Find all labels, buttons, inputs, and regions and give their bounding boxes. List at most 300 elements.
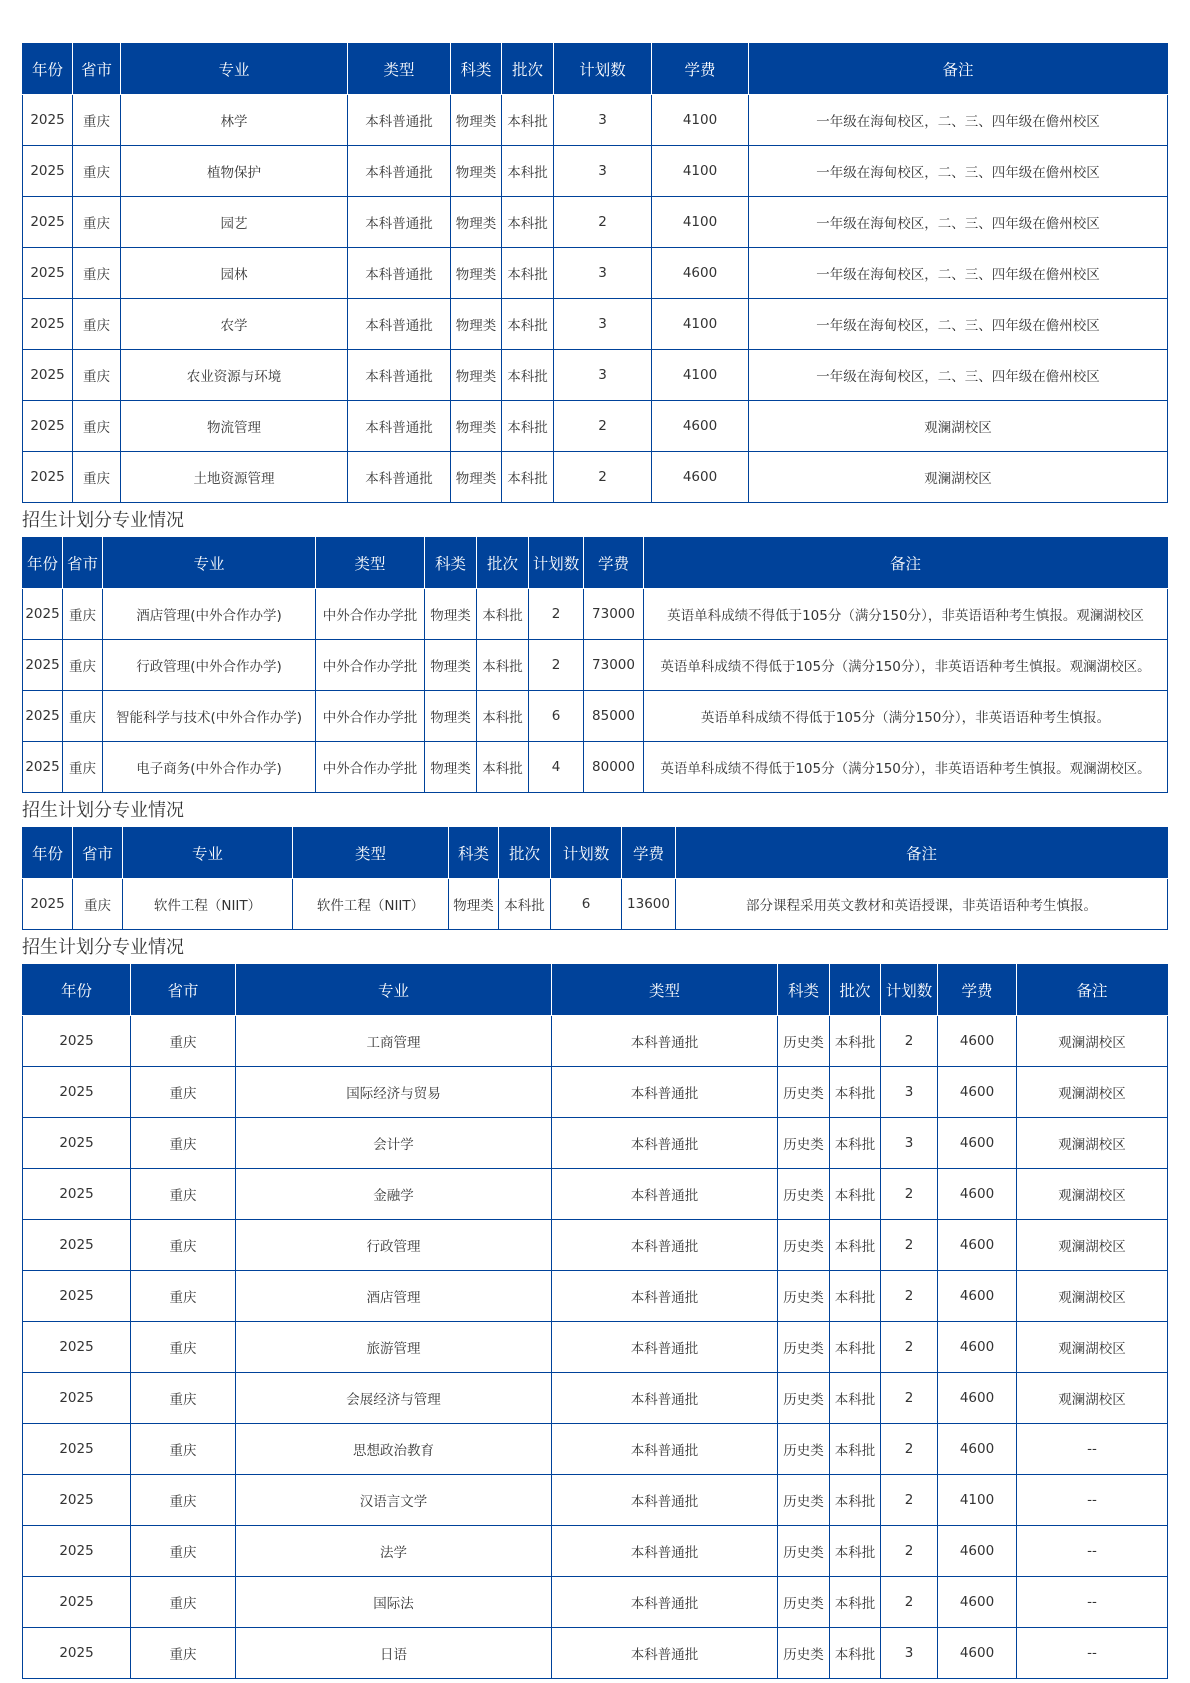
table-row — [23, 1169, 1168, 1220]
enrollment-plan-table — [22, 537, 1168, 793]
table-row — [23, 401, 1168, 452]
cell-remarks: 观澜湖校区 — [1017, 1016, 1168, 1067]
cell-major: 植物保护 — [121, 146, 348, 197]
cell-tuition: 4600 — [938, 1271, 1017, 1322]
cell-type: 本科普通批 — [348, 401, 451, 452]
cell-remarks: 观澜湖校区 — [1017, 1220, 1168, 1271]
cell-type: 中外合作办学批 — [316, 640, 425, 691]
header-subject-category: 科类 — [451, 44, 502, 95]
cell-year: 2025 — [23, 401, 73, 452]
cell-province: 重庆 — [73, 95, 121, 146]
cell-type: 本科普通批 — [348, 146, 451, 197]
cell-major: 酒店管理 — [236, 1271, 552, 1322]
plan-section-4 — [22, 930, 1167, 1679]
table-row — [23, 691, 1168, 742]
cell-batch: 本科批 — [502, 95, 554, 146]
cell-major: 思想政治教育 — [236, 1424, 552, 1475]
cell-province: 重庆 — [63, 589, 103, 640]
cell-province: 重庆 — [73, 350, 121, 401]
table-row — [23, 197, 1168, 248]
cell-year: 2025 — [23, 640, 63, 691]
cell-subject-category: 物理类 — [451, 95, 502, 146]
header-province: 省市 — [131, 965, 236, 1016]
cell-tuition: 4600 — [938, 1577, 1017, 1628]
cell-batch: 本科批 — [502, 350, 554, 401]
cell-subject-category: 历史类 — [778, 1220, 830, 1271]
cell-year: 2025 — [23, 1322, 131, 1373]
cell-subject-category: 物理类 — [451, 401, 502, 452]
cell-plan-count: 6 — [551, 879, 622, 930]
cell-major: 金融学 — [236, 1169, 552, 1220]
header-tuition: 学费 — [652, 44, 749, 95]
cell-subject-category: 物理类 — [425, 691, 477, 742]
cell-year: 2025 — [23, 1526, 131, 1577]
cell-remarks: 观澜湖校区 — [749, 452, 1168, 503]
cell-batch: 本科批 — [477, 589, 529, 640]
cell-plan-count: 3 — [554, 299, 652, 350]
cell-batch: 本科批 — [830, 1169, 881, 1220]
cell-plan-count: 2 — [554, 452, 652, 503]
cell-province: 重庆 — [63, 640, 103, 691]
cell-plan-count: 3 — [554, 350, 652, 401]
cell-tuition: 4600 — [652, 401, 749, 452]
plan-section-3 — [22, 793, 1167, 930]
table-row — [23, 879, 1168, 930]
cell-tuition: 73000 — [584, 640, 644, 691]
cell-batch: 本科批 — [830, 1424, 881, 1475]
header-tuition: 学费 — [938, 965, 1017, 1016]
cell-year: 2025 — [23, 299, 73, 350]
cell-major: 农业资源与环境 — [121, 350, 348, 401]
table-row — [23, 1475, 1168, 1526]
cell-type: 本科普通批 — [552, 1169, 778, 1220]
cell-subject-category: 历史类 — [778, 1271, 830, 1322]
header-batch: 批次 — [502, 44, 554, 95]
cell-batch: 本科批 — [499, 879, 551, 930]
header-province: 省市 — [73, 44, 121, 95]
cell-year: 2025 — [23, 1067, 131, 1118]
cell-tuition: 4600 — [938, 1628, 1017, 1679]
cell-subject-category: 物理类 — [449, 879, 499, 930]
cell-major: 汉语言文学 — [236, 1475, 552, 1526]
cell-remarks: 英语单科成绩不得低于105分（满分150分），非英语语种考生慎报。观澜湖校区 — [644, 589, 1168, 640]
cell-batch: 本科批 — [502, 299, 554, 350]
header-province: 省市 — [73, 828, 123, 879]
header-year: 年份 — [23, 965, 131, 1016]
cell-type: 本科普通批 — [348, 197, 451, 248]
cell-subject-category: 历史类 — [778, 1016, 830, 1067]
table-row — [23, 1526, 1168, 1577]
cell-batch: 本科批 — [830, 1373, 881, 1424]
cell-batch: 本科批 — [830, 1577, 881, 1628]
header-subject-category: 科类 — [778, 965, 830, 1016]
cell-type: 本科普通批 — [552, 1067, 778, 1118]
cell-plan-count: 3 — [554, 248, 652, 299]
cell-province: 重庆 — [131, 1322, 236, 1373]
cell-subject-category: 历史类 — [778, 1373, 830, 1424]
header-remarks: 备注 — [676, 828, 1168, 879]
cell-remarks: 观澜湖校区 — [1017, 1271, 1168, 1322]
cell-major: 日语 — [236, 1628, 552, 1679]
plan-section-2 — [22, 503, 1167, 793]
cell-remarks: 观澜湖校区 — [1017, 1118, 1168, 1169]
cell-major: 会计学 — [236, 1118, 552, 1169]
cell-plan-count: 3 — [881, 1118, 938, 1169]
cell-remarks: 英语单科成绩不得低于105分（满分150分），非英语语种考生慎报。 — [644, 691, 1168, 742]
header-year: 年份 — [23, 44, 73, 95]
cell-major: 国际经济与贸易 — [236, 1067, 552, 1118]
cell-tuition: 4600 — [652, 248, 749, 299]
cell-province: 重庆 — [63, 691, 103, 742]
header-major: 专业 — [123, 828, 293, 879]
cell-province: 重庆 — [131, 1424, 236, 1475]
cell-tuition: 13600 — [622, 879, 676, 930]
cell-subject-category: 历史类 — [778, 1577, 830, 1628]
cell-type: 本科普通批 — [348, 248, 451, 299]
cell-tuition: 85000 — [584, 691, 644, 742]
cell-subject-category: 历史类 — [778, 1424, 830, 1475]
cell-tuition: 4600 — [938, 1322, 1017, 1373]
cell-year: 2025 — [23, 1220, 131, 1271]
cell-remarks: -- — [1017, 1424, 1168, 1475]
page-content — [22, 43, 1167, 1679]
cell-batch: 本科批 — [502, 248, 554, 299]
cell-plan-count: 2 — [881, 1322, 938, 1373]
cell-subject-category: 历史类 — [778, 1475, 830, 1526]
cell-major: 物流管理 — [121, 401, 348, 452]
cell-major: 智能科学与技术(中外合作办学) — [103, 691, 316, 742]
cell-plan-count: 2 — [881, 1169, 938, 1220]
cell-tuition: 4600 — [938, 1424, 1017, 1475]
cell-batch: 本科批 — [477, 691, 529, 742]
cell-tuition: 73000 — [584, 589, 644, 640]
cell-major: 行政管理 — [236, 1220, 552, 1271]
cell-tuition: 4100 — [652, 197, 749, 248]
cell-province: 重庆 — [131, 1628, 236, 1679]
cell-province: 重庆 — [131, 1373, 236, 1424]
cell-province: 重庆 — [73, 879, 123, 930]
cell-province: 重庆 — [131, 1577, 236, 1628]
cell-year: 2025 — [23, 589, 63, 640]
cell-batch: 本科批 — [830, 1118, 881, 1169]
cell-batch: 本科批 — [502, 452, 554, 503]
cell-major: 电子商务(中外合作办学) — [103, 742, 316, 793]
cell-year: 2025 — [23, 197, 73, 248]
table-row — [23, 1424, 1168, 1475]
cell-plan-count: 3 — [554, 95, 652, 146]
header-batch: 批次 — [830, 965, 881, 1016]
table-row — [23, 1118, 1168, 1169]
cell-plan-count: 3 — [554, 146, 652, 197]
cell-type: 本科普通批 — [348, 299, 451, 350]
cell-subject-category: 历史类 — [778, 1322, 830, 1373]
table-header-row — [23, 44, 1168, 95]
table-row — [23, 248, 1168, 299]
header-subject-category: 科类 — [425, 538, 477, 589]
cell-type: 本科普通批 — [552, 1220, 778, 1271]
section-title: 招生计划分专业情况 — [22, 937, 184, 958]
table-row — [23, 95, 1168, 146]
cell-year: 2025 — [23, 1271, 131, 1322]
cell-subject-category: 物理类 — [451, 197, 502, 248]
cell-tuition: 4100 — [652, 350, 749, 401]
cell-major: 林学 — [121, 95, 348, 146]
enrollment-plan-table — [22, 827, 1168, 930]
cell-tuition: 4600 — [938, 1067, 1017, 1118]
cell-year: 2025 — [23, 1169, 131, 1220]
cell-remarks: 一年级在海甸校区，二、三、四年级在儋州校区 — [749, 95, 1168, 146]
header-year: 年份 — [23, 538, 63, 589]
table-row — [23, 1628, 1168, 1679]
cell-major: 会展经济与管理 — [236, 1373, 552, 1424]
header-type: 类型 — [348, 44, 451, 95]
table-header-row — [23, 828, 1168, 879]
cell-plan-count: 2 — [554, 197, 652, 248]
cell-year: 2025 — [23, 879, 73, 930]
cell-year: 2025 — [23, 1373, 131, 1424]
cell-batch: 本科批 — [502, 146, 554, 197]
cell-tuition: 4600 — [938, 1169, 1017, 1220]
cell-year: 2025 — [23, 1118, 131, 1169]
cell-remarks: 观澜湖校区 — [749, 401, 1168, 452]
cell-subject-category: 物理类 — [451, 299, 502, 350]
cell-subject-category: 物理类 — [425, 589, 477, 640]
table-row — [23, 742, 1168, 793]
cell-province: 重庆 — [131, 1220, 236, 1271]
enrollment-plan-table — [22, 43, 1168, 503]
plan-section-1 — [22, 43, 1167, 503]
cell-batch: 本科批 — [477, 742, 529, 793]
cell-remarks: 部分课程采用英文教材和英语授课，非英语语种考生慎报。 — [676, 879, 1168, 930]
table-row — [23, 589, 1168, 640]
header-batch: 批次 — [477, 538, 529, 589]
table-row — [23, 350, 1168, 401]
cell-type: 本科普通批 — [348, 452, 451, 503]
cell-batch: 本科批 — [830, 1628, 881, 1679]
table-row — [23, 452, 1168, 503]
cell-tuition: 4600 — [938, 1118, 1017, 1169]
cell-type: 本科普通批 — [552, 1322, 778, 1373]
cell-major: 园艺 — [121, 197, 348, 248]
table-row — [23, 1322, 1168, 1373]
cell-tuition: 4600 — [652, 452, 749, 503]
cell-remarks: 一年级在海甸校区，二、三、四年级在儋州校区 — [749, 146, 1168, 197]
header-type: 类型 — [316, 538, 425, 589]
cell-remarks: -- — [1017, 1526, 1168, 1577]
cell-major: 土地资源管理 — [121, 452, 348, 503]
header-type: 类型 — [293, 828, 449, 879]
cell-year: 2025 — [23, 691, 63, 742]
header-major: 专业 — [103, 538, 316, 589]
cell-remarks: 观澜湖校区 — [1017, 1322, 1168, 1373]
cell-type: 本科普通批 — [552, 1577, 778, 1628]
cell-subject-category: 物理类 — [451, 350, 502, 401]
cell-type: 软件工程（NIIT） — [293, 879, 449, 930]
header-remarks: 备注 — [644, 538, 1168, 589]
cell-year: 2025 — [23, 1628, 131, 1679]
cell-year: 2025 — [23, 248, 73, 299]
cell-subject-category: 物理类 — [451, 248, 502, 299]
cell-year: 2025 — [23, 1424, 131, 1475]
cell-major: 软件工程（NIIT） — [123, 879, 293, 930]
cell-type: 本科普通批 — [348, 350, 451, 401]
table-row — [23, 1577, 1168, 1628]
cell-province: 重庆 — [131, 1016, 236, 1067]
cell-batch: 本科批 — [502, 401, 554, 452]
cell-plan-count: 2 — [881, 1373, 938, 1424]
cell-plan-count: 2 — [881, 1220, 938, 1271]
header-plan-count: 计划数 — [554, 44, 652, 95]
cell-subject-category: 历史类 — [778, 1628, 830, 1679]
table-row — [23, 1373, 1168, 1424]
cell-remarks: 观澜湖校区 — [1017, 1067, 1168, 1118]
cell-plan-count: 2 — [529, 589, 584, 640]
cell-plan-count: 2 — [529, 640, 584, 691]
cell-subject-category: 物理类 — [451, 146, 502, 197]
table-header-row — [23, 538, 1168, 589]
cell-province: 重庆 — [131, 1271, 236, 1322]
cell-tuition: 4600 — [938, 1220, 1017, 1271]
cell-batch: 本科批 — [830, 1322, 881, 1373]
cell-batch: 本科批 — [502, 197, 554, 248]
section-title: 招生计划分专业情况 — [22, 800, 184, 821]
cell-plan-count: 6 — [529, 691, 584, 742]
cell-province: 重庆 — [131, 1526, 236, 1577]
table-row — [23, 1067, 1168, 1118]
cell-major: 旅游管理 — [236, 1322, 552, 1373]
cell-remarks: 一年级在海甸校区，二、三、四年级在儋州校区 — [749, 248, 1168, 299]
cell-remarks: 一年级在海甸校区，二、三、四年级在儋州校区 — [749, 350, 1168, 401]
table-row — [23, 299, 1168, 350]
cell-year: 2025 — [23, 1475, 131, 1526]
cell-plan-count: 2 — [554, 401, 652, 452]
table-row — [23, 640, 1168, 691]
header-subject-category: 科类 — [449, 828, 499, 879]
table-header-row — [23, 965, 1168, 1016]
cell-type: 中外合作办学批 — [316, 691, 425, 742]
cell-province: 重庆 — [63, 742, 103, 793]
cell-subject-category: 物理类 — [425, 640, 477, 691]
cell-remarks: 英语单科成绩不得低于105分（满分150分），非英语语种考生慎报。观澜湖校区。 — [644, 640, 1168, 691]
cell-year: 2025 — [23, 742, 63, 793]
cell-tuition: 4600 — [938, 1526, 1017, 1577]
cell-type: 本科普通批 — [348, 95, 451, 146]
enrollment-plan-table — [22, 964, 1168, 1679]
cell-subject-category: 物理类 — [451, 452, 502, 503]
table-row — [23, 1220, 1168, 1271]
header-major: 专业 — [121, 44, 348, 95]
cell-year: 2025 — [23, 1016, 131, 1067]
cell-province: 重庆 — [73, 248, 121, 299]
cell-tuition: 80000 — [584, 742, 644, 793]
cell-major: 工商管理 — [236, 1016, 552, 1067]
cell-remarks: 一年级在海甸校区，二、三、四年级在儋州校区 — [749, 299, 1168, 350]
cell-province: 重庆 — [73, 401, 121, 452]
cell-subject-category: 物理类 — [425, 742, 477, 793]
cell-type: 中外合作办学批 — [316, 589, 425, 640]
header-year: 年份 — [23, 828, 73, 879]
cell-province: 重庆 — [131, 1475, 236, 1526]
cell-plan-count: 4 — [529, 742, 584, 793]
header-plan-count: 计划数 — [881, 965, 938, 1016]
cell-tuition: 4100 — [652, 95, 749, 146]
cell-year: 2025 — [23, 1577, 131, 1628]
cell-type: 本科普通批 — [552, 1373, 778, 1424]
cell-tuition: 4600 — [938, 1016, 1017, 1067]
cell-subject-category: 历史类 — [778, 1169, 830, 1220]
cell-major: 酒店管理(中外合作办学) — [103, 589, 316, 640]
cell-remarks: -- — [1017, 1577, 1168, 1628]
cell-province: 重庆 — [131, 1169, 236, 1220]
cell-remarks: -- — [1017, 1628, 1168, 1679]
cell-major: 国际法 — [236, 1577, 552, 1628]
cell-province: 重庆 — [131, 1118, 236, 1169]
header-remarks: 备注 — [1017, 965, 1168, 1016]
cell-type: 中外合作办学批 — [316, 742, 425, 793]
cell-batch: 本科批 — [830, 1475, 881, 1526]
cell-subject-category: 历史类 — [778, 1118, 830, 1169]
cell-batch: 本科批 — [830, 1016, 881, 1067]
cell-tuition: 4100 — [652, 299, 749, 350]
cell-remarks: 英语单科成绩不得低于105分（满分150分），非英语语种考生慎报。观澜湖校区。 — [644, 742, 1168, 793]
table-row — [23, 1271, 1168, 1322]
cell-tuition: 4100 — [938, 1475, 1017, 1526]
cell-plan-count: 2 — [881, 1271, 938, 1322]
cell-tuition: 4600 — [938, 1373, 1017, 1424]
cell-major: 园林 — [121, 248, 348, 299]
cell-province: 重庆 — [73, 452, 121, 503]
cell-batch: 本科批 — [830, 1526, 881, 1577]
cell-type: 本科普通批 — [552, 1628, 778, 1679]
header-tuition: 学费 — [584, 538, 644, 589]
cell-remarks: 一年级在海甸校区，二、三、四年级在儋州校区 — [749, 197, 1168, 248]
cell-type: 本科普通批 — [552, 1424, 778, 1475]
cell-type: 本科普通批 — [552, 1526, 778, 1577]
cell-year: 2025 — [23, 452, 73, 503]
cell-plan-count: 2 — [881, 1475, 938, 1526]
header-plan-count: 计划数 — [529, 538, 584, 589]
cell-plan-count: 2 — [881, 1577, 938, 1628]
cell-province: 重庆 — [131, 1067, 236, 1118]
header-tuition: 学费 — [622, 828, 676, 879]
cell-type: 本科普通批 — [552, 1475, 778, 1526]
cell-batch: 本科批 — [830, 1220, 881, 1271]
cell-subject-category: 历史类 — [778, 1526, 830, 1577]
cell-batch: 本科批 — [830, 1271, 881, 1322]
cell-year: 2025 — [23, 146, 73, 197]
header-plan-count: 计划数 — [551, 828, 622, 879]
cell-subject-category: 历史类 — [778, 1067, 830, 1118]
cell-plan-count: 2 — [881, 1526, 938, 1577]
cell-batch: 本科批 — [477, 640, 529, 691]
cell-year: 2025 — [23, 350, 73, 401]
cell-major: 法学 — [236, 1526, 552, 1577]
cell-year: 2025 — [23, 95, 73, 146]
cell-type: 本科普通批 — [552, 1118, 778, 1169]
cell-plan-count: 3 — [881, 1628, 938, 1679]
cell-province: 重庆 — [73, 197, 121, 248]
cell-plan-count: 3 — [881, 1067, 938, 1118]
cell-province: 重庆 — [73, 146, 121, 197]
cell-batch: 本科批 — [830, 1067, 881, 1118]
section-title: 招生计划分专业情况 — [22, 510, 184, 531]
cell-plan-count: 2 — [881, 1016, 938, 1067]
cell-remarks: 观澜湖校区 — [1017, 1373, 1168, 1424]
header-province: 省市 — [63, 538, 103, 589]
cell-remarks: -- — [1017, 1475, 1168, 1526]
cell-major: 农学 — [121, 299, 348, 350]
header-batch: 批次 — [499, 828, 551, 879]
